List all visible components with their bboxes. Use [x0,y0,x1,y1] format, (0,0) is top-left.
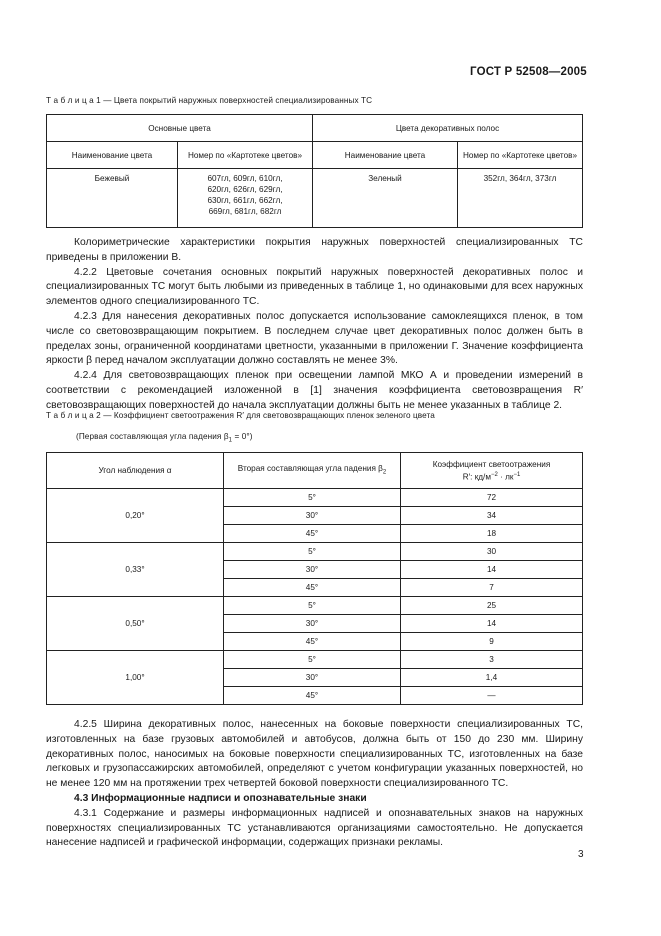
table-row [47,651,583,669]
table2-angle-cell: 0,50° [47,597,224,651]
table2-second-angle-cell: 45° [224,525,401,543]
table-row [47,597,583,615]
table2-coef-cell: 72 [401,489,583,507]
table2-col-second: Вторая составляющая угла падения $\beta_2$ [224,453,401,489]
table2-coef-cell: 25 [401,597,583,615]
table2-second-angle-cell: 30° [224,669,401,687]
table2-coef-cell: 14 [401,615,583,633]
table1-col-number2: Номер по «Картотеке цветов» [458,142,583,169]
table2-subcaption: (Первая составляющая угла падения $\beta_1 = 0^\circ$) [76,432,253,444]
paragraph: 4.2.2 Цветовые сочетания основных покрытий наружных поверхностей декоративных полос и специализированных ТС могут быть любыми из приведенных в таблице 1, но одинаковыми для всех наружных элементов одного специализированного ТС. [46,266,583,308]
table2-second-angle-cell: 45° [224,687,401,705]
table1-main-numbers-line: 669гл, 681гл, 682гл [208,207,282,216]
table1-main-numbers-line: 630гл, 661гл, 662гл, [207,196,283,205]
body-text-2 [46,718,583,851]
table1-group-main: Основные цвета [47,115,313,142]
paragraph: 4.2.5 Ширина декоративных полос, нанесенных на боковые поверхности специализированных ТС, изготовленных на базе грузовых автомобилей и автобусов, должна быть от 150 до 230 мм. Ширину декоративных полос, наносимых на боковые поверхности специализированных ТС, изготовленных на базе легковых и грузопассажирских автомобилей, определяют с учетом конфигурации указанных поверхностей, но не менее 120 мм на протяжении трех четвертей боковой поверхности специализированного ТС. [46,719,583,790]
table2-coef-cell: 9 [401,633,583,651]
table1-col-name2: Наименование цвета [313,142,458,169]
table2-second-angle-cell: 45° [224,633,401,651]
table2-coef-cell: 18 [401,525,583,543]
table2-second-angle-cell: 30° [224,561,401,579]
paragraph: Колориметрические характеристики покрытия наружных поверхностей специализированных ТС приведены в приложении В. [46,237,583,263]
table1-col-number: Номер по «Картотеке цветов» [178,142,313,169]
table2-coef-cell: 7 [401,579,583,597]
table2-coef-cell: 3 [401,651,583,669]
table2 [46,452,583,705]
table2-coef-cell: 1,4 [401,669,583,687]
table2-coef-cell: — [401,687,583,705]
table2-angle-cell: 0,33° [47,543,224,597]
table2-col-angle: Угол наблюдения α [47,453,224,489]
paragraph: 4.2.3 Для нанесения декоративных полос допускается использование самоклеящихся пленок, в том числе со световозвращающим покрытием. В последнем случае цвет декоративных полос должен быть в пределах зоны, ограниченной координатами цветности, указанными в приложении Г. Значение коэффициента яркости β перед началом эксплуатации должно составлять не менее 3%. [46,310,583,367]
table1-col-name: Наименование цвета [47,142,178,169]
page-number: 3 [578,849,584,860]
table1-decor-numbers: 352гл, 364гл, 373гл [458,169,583,228]
table1-main-numbers-line: 607гл, 609гл, 610гл, [207,174,283,183]
table-row [47,489,583,507]
table2-angle-cell: 0,20° [47,489,224,543]
table1-main-name: Бежевый [47,169,178,228]
body-text-1 [46,236,583,414]
table2-second-angle-cell: 30° [224,615,401,633]
table2-coef-cell: 30 [401,543,583,561]
table2-second-angle-cell: 5° [224,543,401,561]
table2-coef-cell: 34 [401,507,583,525]
standard-number: ГОСТ Р 52508—2005 [470,66,587,78]
table-row [47,543,583,561]
table2-second-angle-cell: 5° [224,597,401,615]
table2-second-angle-cell: 45° [224,579,401,597]
table1-decor-name: Зеленый [313,169,458,228]
table1-main-numbers [178,169,313,228]
table2-second-angle-cell: 5° [224,651,401,669]
section-heading: 4.3 Информационные надписи и опознавательные знаки [74,792,367,804]
table2-coef-cell: 14 [401,561,583,579]
table2-col-coef: Коэффициент светоотражения R′: $кд/м^{-2} \cdot лк^{-1}$ [401,453,583,489]
table1 [46,114,583,228]
table2-angle-cell: 1,00° [47,651,224,705]
table1-main-numbers-line: 620гл, 626гл, 629гл, [207,185,283,194]
table2-second-angle-cell: 30° [224,507,401,525]
table2-second-angle-cell: 5° [224,489,401,507]
table1-caption: Т а б л и ц а 1 — Цвета покрытий наружных поверхностей специализированных ТС [46,96,373,105]
paragraph: 4.3.1 Содержание и размеры информационных надписей и опознавательных знаков на наружных поверхностях специализированных ТС устанавливаются организациями самостоятельно. Не допускается нанесение надписей и графической информации, содержащих признаки рекламы. [46,807,583,849]
paragraph: 4.2.4 Для световозвращающих пленок при освещении лампой МКО А и проведении измерений в соответствии с рекомендацией изложенной в [1] значения коэффициента световозвращения R′ световозвращающих поверхностей до начала эксплуатации должны быть не менее указанных в таблице 2. [46,370,583,411]
table2-caption: Т а б л и ц а 2 — Коэффициент светоотражения R′ для световозвращающих пленок зеленого цвета [46,411,435,420]
table1-group-decor: Цвета декоративных полос [313,115,583,142]
